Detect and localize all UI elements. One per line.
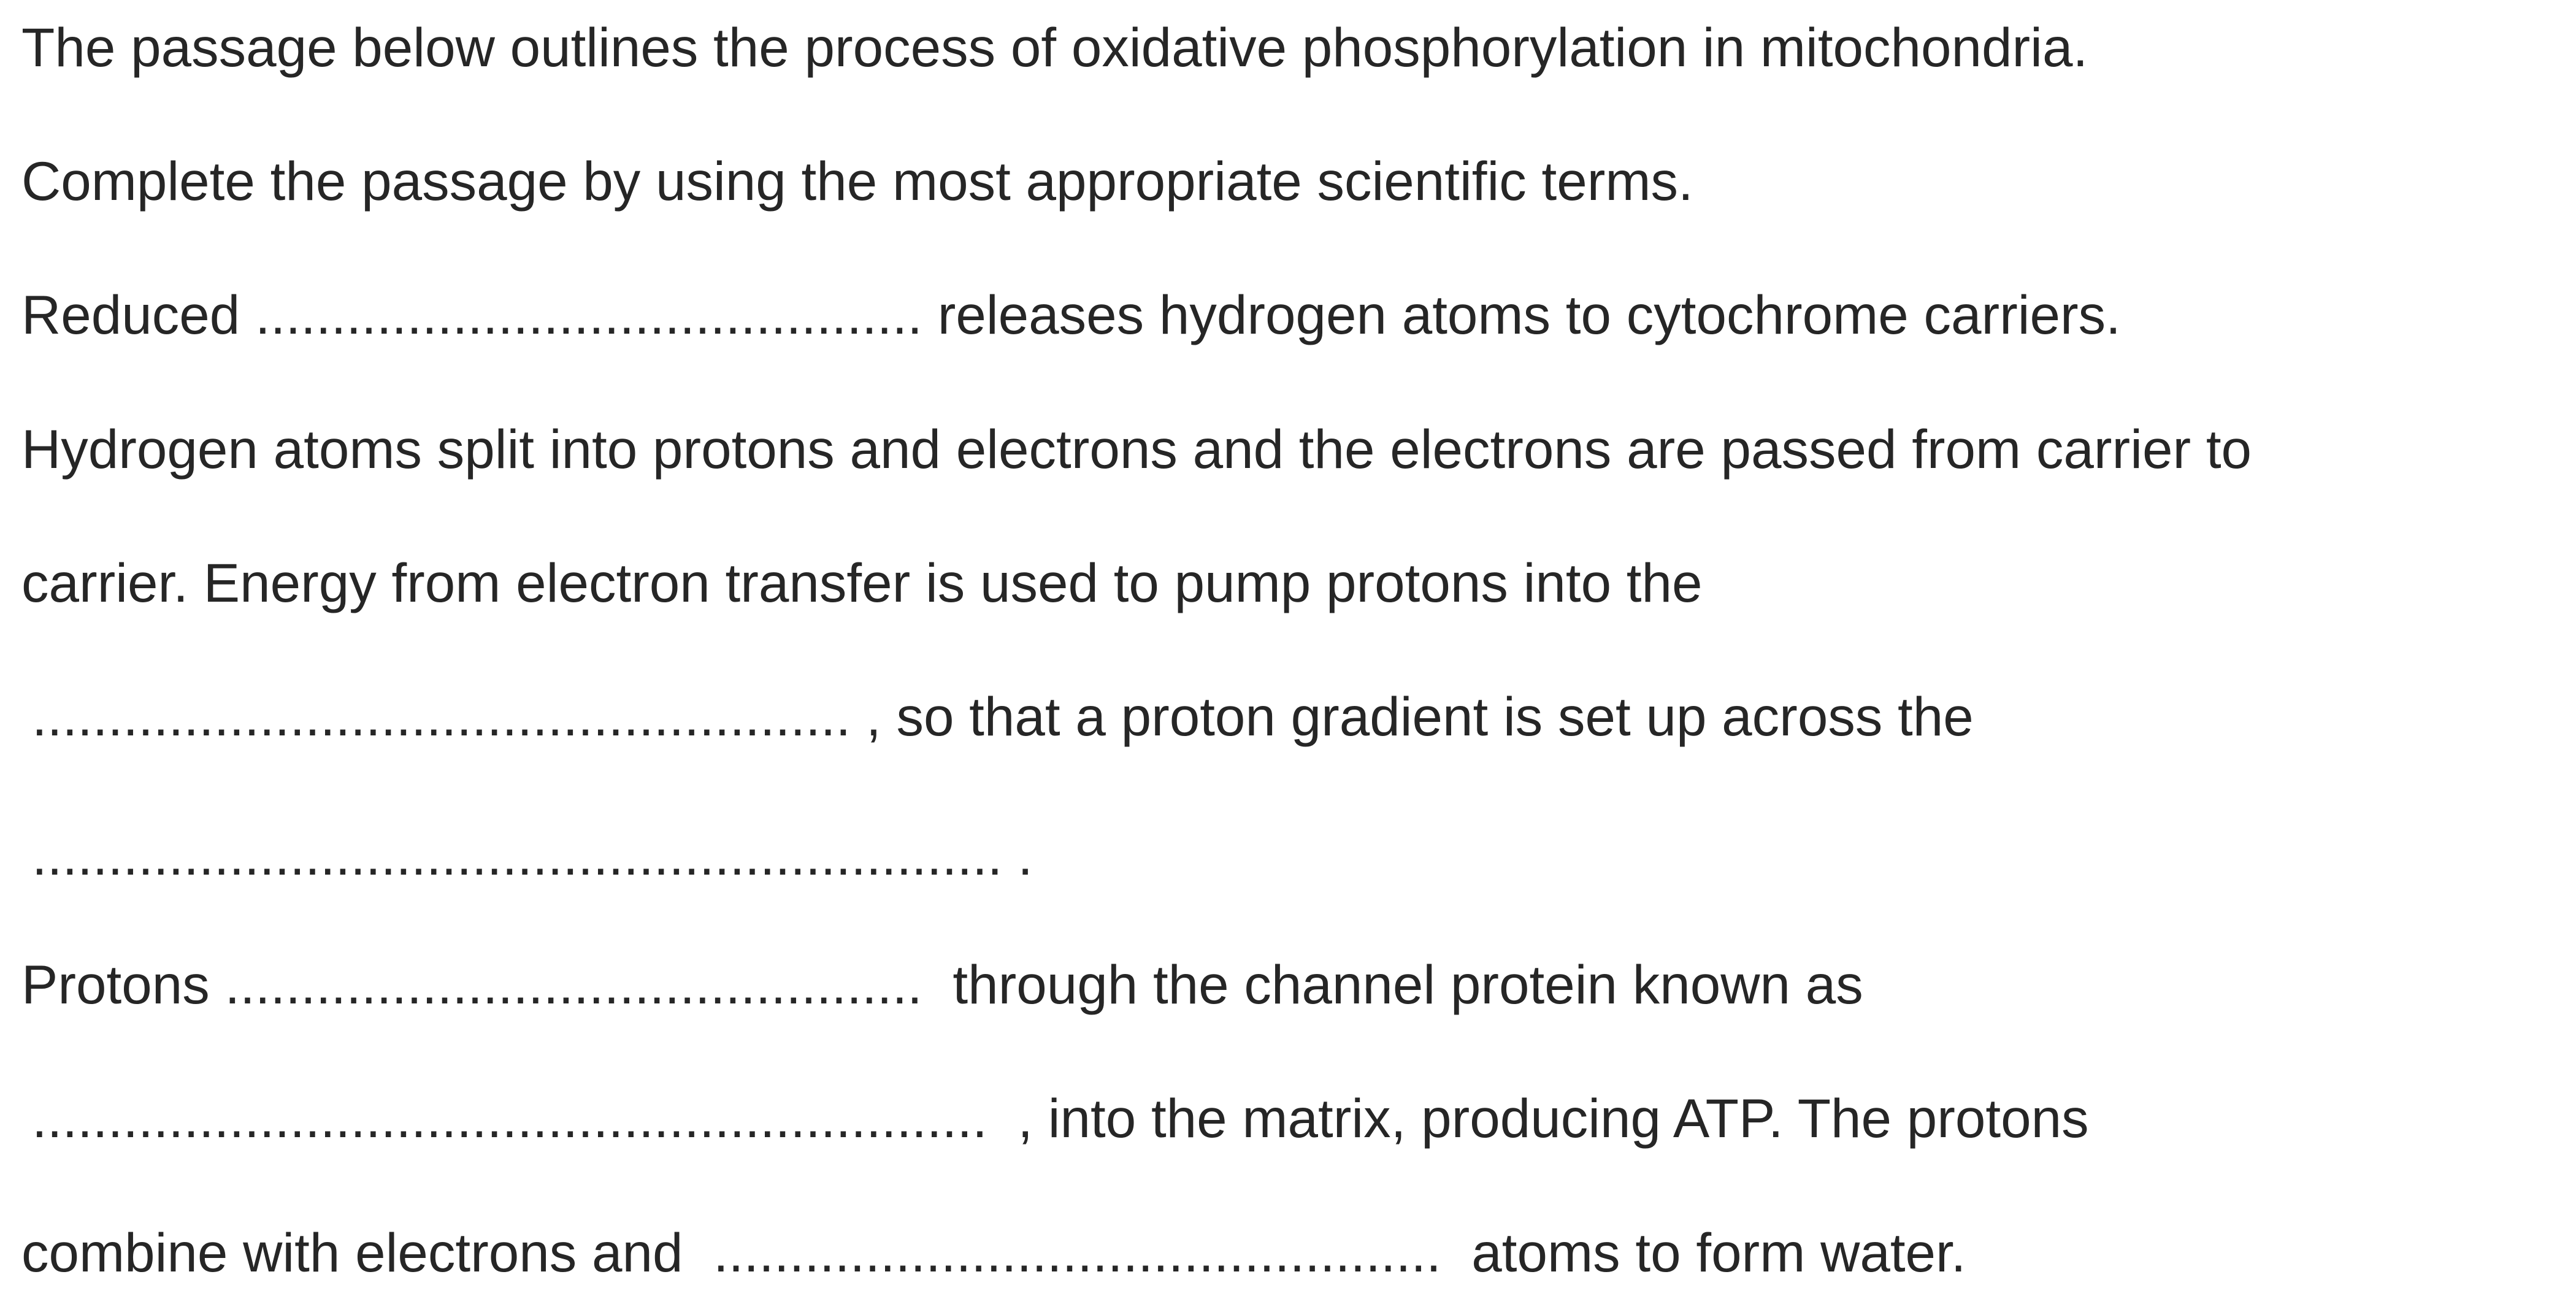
text-fragment: releases hydrogen atoms to cytochrome carriers.: [922, 284, 2121, 345]
passage-line-6: [21, 954, 1863, 1015]
text-fragment: atoms to form water.: [1441, 1222, 1966, 1283]
passage-line-7: [32, 1087, 2089, 1149]
answer-blank-2[interactable]: ......................................................: [32, 686, 851, 747]
passage-line-8: [21, 1222, 1966, 1283]
intro-line: The passage below outlines the process of oxidative phosphorylation in mitochondria.: [21, 17, 2088, 78]
answer-blank-3[interactable]: ................................................................: [32, 825, 1003, 886]
instruction-line: Complete the passage by using the most appropriate scientific terms.: [21, 150, 1693, 212]
text-fragment: , into the matrix, producing ATP. The protons: [987, 1087, 2089, 1149]
text-fragment: Reduced: [21, 284, 255, 345]
answer-blank-5[interactable]: ...............................................................: [32, 1087, 987, 1149]
text-fragment: combine with electrons and: [21, 1222, 713, 1283]
passage-line-5: [32, 825, 1033, 886]
passage-line-3: carrier. Energy from electron transfer is used to pump protons into the: [21, 552, 1703, 613]
text-fragment: .: [1002, 825, 1033, 886]
answer-blank-6[interactable]: ................................................: [713, 1222, 1441, 1283]
answer-blank-1[interactable]: ............................................: [255, 284, 922, 345]
text-fragment: , so that a proton gradient is set up across the: [851, 686, 1974, 747]
answer-blank-4[interactable]: ..............................................: [224, 954, 922, 1015]
text-fragment: Protons: [21, 954, 225, 1015]
passage-line-2: Hydrogen atoms split into protons and electrons and the electrons are passed from carrier to: [21, 418, 2252, 480]
passage-line-4: [32, 686, 1974, 747]
text-fragment: through the channel protein known as: [922, 954, 1863, 1015]
passage-line-1: [21, 284, 2121, 345]
